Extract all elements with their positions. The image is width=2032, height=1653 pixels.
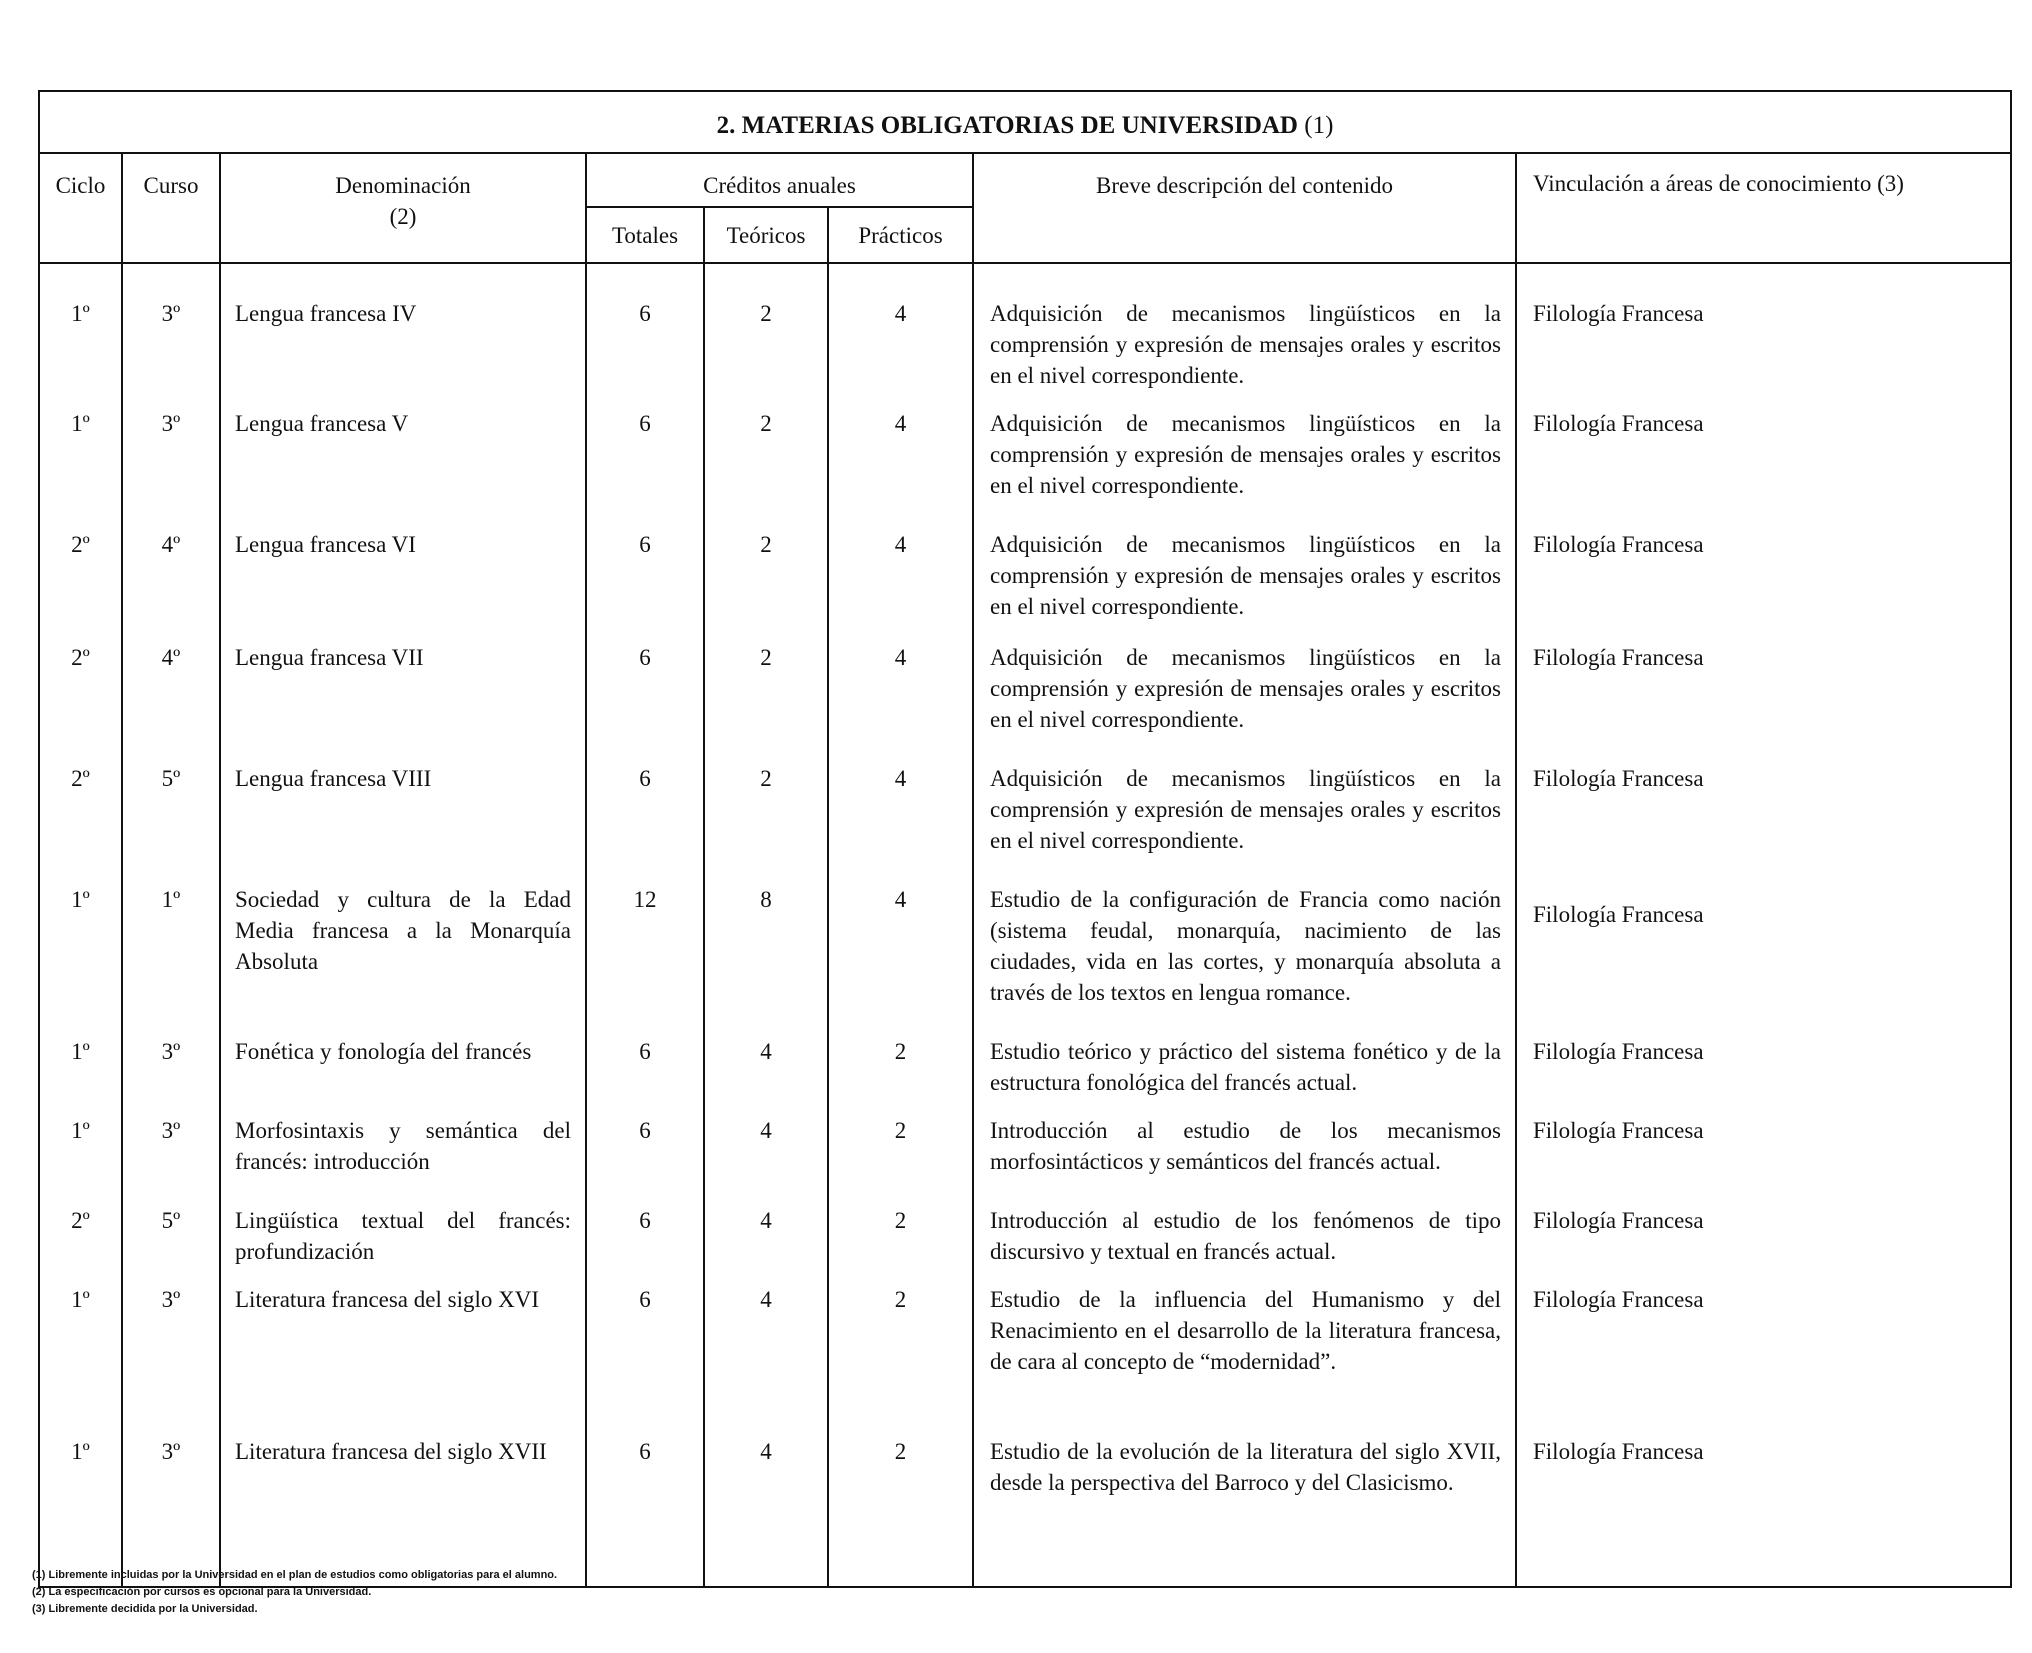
cell-ciclo: 2º — [39, 1196, 122, 1275]
cell-area: Filología Francesa — [1516, 1196, 2011, 1275]
cell-ciclo: 2º — [39, 520, 122, 633]
cell-totales: 6 — [586, 754, 704, 875]
table-row — [39, 1196, 2011, 1275]
header-ciclo: Ciclo — [39, 153, 122, 263]
footnotes — [32, 1567, 557, 1618]
cell-totales: 6 — [586, 520, 704, 633]
footnote: (3) Libremente decidida por la Universidad. — [32, 1603, 258, 1615]
cell-teoricos: 2 — [704, 263, 828, 399]
cell-curso: 5º — [122, 754, 220, 875]
cell-practicos: 4 — [828, 520, 973, 633]
table-row — [39, 1106, 2011, 1196]
cell-practicos: 4 — [828, 875, 973, 1027]
cell-ciclo: 2º — [39, 633, 122, 754]
cell-denominacion: Lengua francesa VI — [220, 520, 586, 633]
cell-totales: 6 — [586, 1027, 704, 1106]
cell-denominacion: Lingüística textual del francés: profundización — [220, 1196, 586, 1275]
cell-denominacion: Lengua francesa VIII — [220, 754, 586, 875]
cell-area: Filología Francesa — [1516, 1106, 2011, 1196]
cell-teoricos: 2 — [704, 399, 828, 520]
cell-ciclo: 1º — [39, 1106, 122, 1196]
cell-descripcion: Estudio de la configuración de Francia como nación (sistema feudal, monarquía, nacimiento de las ciudades, vida en las cortes, y monarquía absoluta a través de los textos en lengua romance. — [973, 875, 1516, 1027]
table-row — [39, 520, 2011, 633]
cell-ciclo: 1º — [39, 1275, 122, 1427]
table-row — [39, 263, 2011, 399]
table-row — [39, 633, 2011, 754]
cell-curso: 3º — [122, 1275, 220, 1427]
cell-ciclo: 1º — [39, 1427, 122, 1587]
cell-descripcion: Adquisición de mecanismos lingüísticos en la comprensión y expresión de mensajes orales y escritos en el nivel correspondiente. — [973, 754, 1516, 875]
cell-practicos: 2 — [828, 1275, 973, 1427]
cell-ciclo: 2º — [39, 754, 122, 875]
header-curso: Curso — [122, 153, 220, 263]
table-row — [39, 1027, 2011, 1106]
cell-descripcion: Adquisición de mecanismos lingüísticos en la comprensión y expresión de mensajes orales y escritos en el nivel correspondiente. — [973, 520, 1516, 633]
cell-teoricos: 2 — [704, 754, 828, 875]
cell-totales: 6 — [586, 399, 704, 520]
cell-descripcion: Introducción al estudio de los fenómenos de tipo discursivo y textual en francés actual. — [973, 1196, 1516, 1275]
cell-teoricos: 4 — [704, 1196, 828, 1275]
cell-denominacion: Fonética y fonología del francés — [220, 1027, 586, 1106]
header-creditos-anuales: Créditos anuales — [586, 153, 973, 207]
table-title — [39, 91, 2011, 153]
cell-practicos: 4 — [828, 399, 973, 520]
header-vinculacion: Vinculación a áreas de conocimiento (3) — [1516, 153, 2011, 263]
table-title-note: (1) — [1304, 111, 1334, 139]
cell-area: Filología Francesa — [1516, 754, 2011, 875]
header-teoricos: Teóricos — [704, 207, 828, 263]
table-title-text: 2. MATERIAS OBLIGATORIAS DE UNIVERSIDAD — [716, 111, 1298, 139]
cell-area: Filología Francesa — [1516, 1275, 2011, 1427]
cell-area: Filología Francesa — [1516, 875, 2011, 1027]
cell-teoricos: 8 — [704, 875, 828, 1027]
header-practicos: Prácticos — [828, 207, 973, 263]
cell-denominacion: Sociedad y cultura de la Edad Media francesa a la Monarquía Absoluta — [220, 875, 586, 1027]
cell-curso: 5º — [122, 1196, 220, 1275]
cell-totales: 6 — [586, 633, 704, 754]
cell-area: Filología Francesa — [1516, 520, 2011, 633]
cell-practicos: 4 — [828, 633, 973, 754]
cell-totales: 6 — [586, 1275, 704, 1427]
cell-area: Filología Francesa — [1516, 263, 2011, 399]
cell-totales: 6 — [586, 1106, 704, 1196]
footnote: (1) Libremente incluidas por la Universidad en el plan de estudios como obligatorias para el alumno. — [32, 1569, 558, 1581]
cell-ciclo: 1º — [39, 875, 122, 1027]
cell-ciclo: 1º — [39, 263, 122, 399]
cell-descripcion: Estudio de la influencia del Humanismo y del Renacimiento en el desarrollo de la literatura francesa, de cara al concepto de “modernidad”. — [973, 1275, 1516, 1427]
cell-teoricos: 4 — [704, 1427, 828, 1587]
cell-area: Filología Francesa — [1516, 633, 2011, 754]
header-denominacion — [220, 153, 586, 263]
table-row — [39, 1275, 2011, 1427]
cell-practicos: 2 — [828, 1427, 973, 1587]
cell-practicos: 4 — [828, 263, 973, 399]
cell-practicos: 2 — [828, 1196, 973, 1275]
cell-totales: 6 — [586, 1196, 704, 1275]
table-row — [39, 1427, 2011, 1587]
cell-denominacion: Lengua francesa IV — [220, 263, 586, 399]
table-row — [39, 399, 2011, 520]
materias-obligatorias-table — [38, 90, 2012, 1588]
cell-denominacion: Lengua francesa V — [220, 399, 586, 520]
cell-curso: 4º — [122, 520, 220, 633]
cell-practicos: 4 — [828, 754, 973, 875]
cell-ciclo: 1º — [39, 1027, 122, 1106]
cell-area: Filología Francesa — [1516, 1427, 2011, 1587]
cell-descripcion: Estudio teórico y práctico del sistema fonético y de la estructura fonológica del francés actual. — [973, 1027, 1516, 1106]
cell-totales: 12 — [586, 875, 704, 1027]
header-denominacion-note: (2) — [389, 204, 417, 229]
cell-teoricos: 4 — [704, 1106, 828, 1196]
cell-teoricos: 4 — [704, 1275, 828, 1427]
cell-curso: 3º — [122, 399, 220, 520]
cell-descripcion: Adquisición de mecanismos lingüísticos en la comprensión y expresión de mensajes orales y escritos en el nivel correspondiente. — [973, 399, 1516, 520]
table-row — [39, 754, 2011, 875]
cell-curso: 4º — [122, 633, 220, 754]
cell-denominacion: Morfosintaxis y semántica del francés: introducción — [220, 1106, 586, 1196]
cell-curso: 3º — [122, 263, 220, 399]
cell-descripcion: Adquisición de mecanismos lingüísticos en la comprensión y expresión de mensajes orales y escritos en el nivel correspondiente. — [973, 263, 1516, 399]
cell-totales: 6 — [586, 1427, 704, 1587]
cell-practicos: 2 — [828, 1106, 973, 1196]
cell-curso: 3º — [122, 1027, 220, 1106]
cell-curso: 1º — [122, 875, 220, 1027]
table-row — [39, 875, 2011, 1027]
cell-descripcion: Introducción al estudio de los mecanismos morfosintácticos y semánticos del francés actual. — [973, 1106, 1516, 1196]
cell-descripcion: Estudio de la evolución de la literatura del siglo XVII, desde la perspectiva del Barroco y del Clasicismo. — [973, 1427, 1516, 1587]
cell-teoricos: 2 — [704, 520, 828, 633]
cell-denominacion: Literatura francesa del siglo XVI — [220, 1275, 586, 1427]
cell-ciclo: 1º — [39, 399, 122, 520]
cell-descripcion: Adquisición de mecanismos lingüísticos en la comprensión y expresión de mensajes orales y escritos en el nivel correspondiente. — [973, 633, 1516, 754]
header-totales: Totales — [586, 207, 704, 263]
cell-teoricos: 2 — [704, 633, 828, 754]
footnote: (2) La especificación por cursos es opcional para la Universidad. — [32, 1586, 372, 1598]
cell-area: Filología Francesa — [1516, 1027, 2011, 1106]
cell-curso: 3º — [122, 1427, 220, 1587]
header-descripcion: Breve descripción del contenido — [973, 153, 1516, 263]
cell-denominacion: Lengua francesa VII — [220, 633, 586, 754]
cell-area: Filología Francesa — [1516, 399, 2011, 520]
cell-practicos: 2 — [828, 1027, 973, 1106]
header-denominacion-label: Denominación — [335, 173, 471, 198]
cell-curso: 3º — [122, 1106, 220, 1196]
cell-totales: 6 — [586, 263, 704, 399]
cell-denominacion: Literatura francesa del siglo XVII — [220, 1427, 586, 1587]
cell-teoricos: 4 — [704, 1027, 828, 1106]
